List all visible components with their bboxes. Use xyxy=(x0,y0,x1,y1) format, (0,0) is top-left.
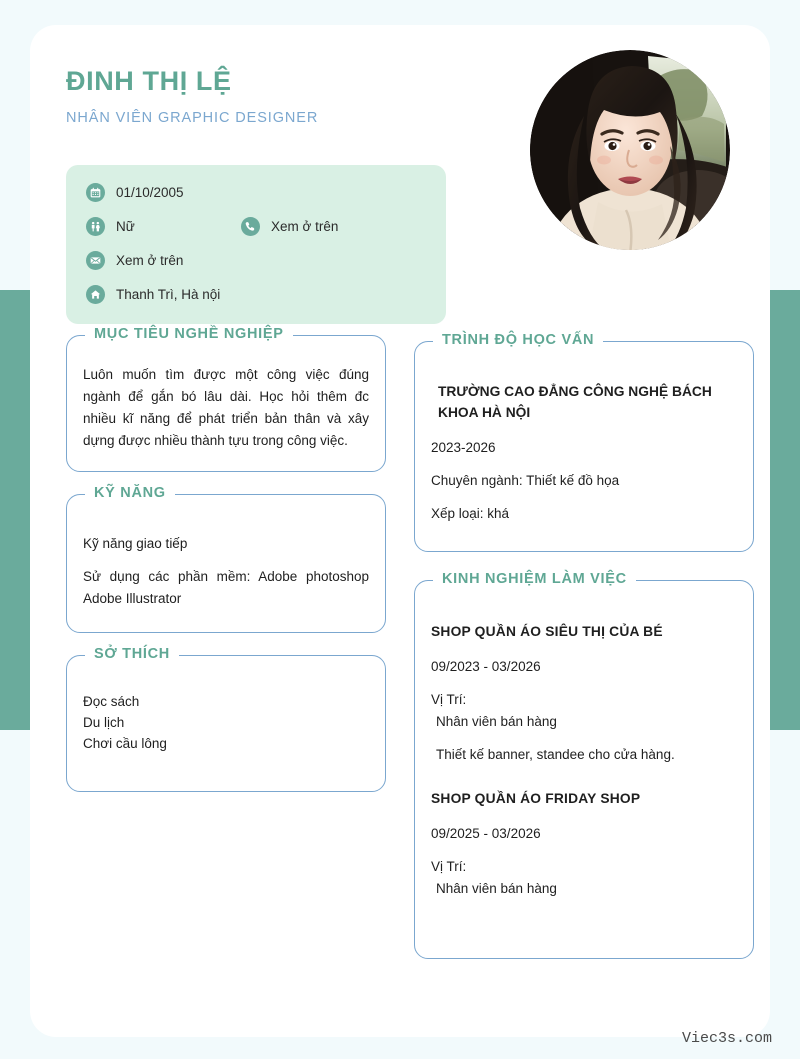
section-skills-title: KỸ NĂNG xyxy=(85,485,175,501)
section-experience xyxy=(414,570,754,959)
section-objective-body xyxy=(83,364,369,451)
experience-item xyxy=(431,788,737,900)
education-years: 2023-2026 xyxy=(431,440,496,456)
contact-gender xyxy=(86,217,241,236)
section-hobbies-title: SỞ THÍCH xyxy=(85,646,179,662)
section-skills-body xyxy=(83,533,369,610)
candidate-name: ĐINH THỊ LỆ xyxy=(66,66,232,96)
calendar-icon xyxy=(86,183,105,202)
experience-position-label: Vị Trí: xyxy=(431,858,467,874)
section-education-title: TRÌNH ĐỘ HỌC VẤN xyxy=(433,332,603,348)
experience-position-label: Vị Trí: xyxy=(431,692,467,708)
section-objective xyxy=(66,326,386,472)
contact-birthdate-value: 01/10/2005 xyxy=(116,185,184,200)
contact-address xyxy=(86,285,241,304)
experience-period: 09/2025 - 03/2026 xyxy=(431,826,541,842)
contact-phone-value: Xem ở trên xyxy=(271,219,339,234)
contact-row xyxy=(86,285,426,304)
experience-duty: Thiết kế banner, standee cho cửa hàng. xyxy=(436,746,675,762)
experience-company: SHOP QUẦN ÁO FRIDAY SHOP xyxy=(431,790,641,806)
section-objective-title: MỤC TIÊU NGHỀ NGHIỆP xyxy=(85,326,293,342)
education-major: Chuyên ngành: Thiết kế đồ họa xyxy=(431,473,620,489)
watermark: Viec3s.com xyxy=(681,1030,772,1047)
decorative-side-bar-left xyxy=(0,290,30,730)
section-hobbies xyxy=(66,646,386,792)
education-grade: Xếp loại: khá xyxy=(431,506,510,522)
experience-position: Nhân viên bán hàng xyxy=(436,880,557,896)
experience-item xyxy=(431,621,737,766)
contact-row xyxy=(86,217,426,236)
contact-row xyxy=(86,183,426,202)
cv-card xyxy=(30,25,770,1037)
section-experience-title: KINH NGHIỆM LÀM VIỆC xyxy=(433,571,636,587)
right-column xyxy=(414,332,754,981)
avatar xyxy=(530,50,730,250)
contact-address-value: Thanh Trì, Hà nội xyxy=(116,287,221,302)
gender-icon xyxy=(86,217,105,236)
experience-company: SHOP QUẦN ÁO SIÊU THỊ CỦA BÉ xyxy=(431,623,663,639)
decorative-side-bar-right xyxy=(770,290,800,730)
contact-email-value: Xem ở trên xyxy=(116,253,184,268)
header xyxy=(66,65,536,126)
hobby-item: Đọc sách xyxy=(83,694,140,710)
contact-gender-value: Nữ xyxy=(116,219,135,234)
contact-info-box xyxy=(66,165,446,324)
hobby-item: Chơi cầu lông xyxy=(83,735,167,751)
envelope-icon xyxy=(86,251,105,270)
left-column xyxy=(66,326,386,814)
education-school: TRƯỜNG CAO ĐẲNG CÔNG NGHỆ BÁCH KHOA HÀ NỘI xyxy=(438,384,712,420)
objective-text: Luôn muốn tìm được một công việc đúng ngành để gắn bó lâu dài. Học hỏi thêm đc nhiều kĩ năng để phát triển bản thân và xây dựng được nhiều thành tựu trong công việc. xyxy=(83,367,369,448)
section-education-body xyxy=(431,382,737,525)
section-education xyxy=(414,332,754,552)
section-hobbies-body xyxy=(83,692,369,755)
section-experience-body xyxy=(431,621,737,900)
home-icon xyxy=(86,285,105,304)
candidate-job-title: NHÂN VIÊN GRAPHIC DESIGNER xyxy=(66,110,319,127)
section-skills xyxy=(66,485,386,633)
contact-phone xyxy=(241,217,338,236)
hobby-item: Du lịch xyxy=(83,714,125,730)
contact-birthdate xyxy=(86,183,241,202)
experience-position: Nhân viên bán hàng xyxy=(436,714,557,730)
experience-period: 09/2023 - 03/2026 xyxy=(431,659,541,675)
skill-item: Kỹ năng giao tiếp xyxy=(83,536,188,552)
phone-icon xyxy=(241,217,260,236)
skill-item: Sử dụng các phần mềm: Adobe photoshop Adobe Illustrator xyxy=(83,569,369,607)
contact-email xyxy=(86,251,241,270)
contact-row xyxy=(86,251,426,270)
